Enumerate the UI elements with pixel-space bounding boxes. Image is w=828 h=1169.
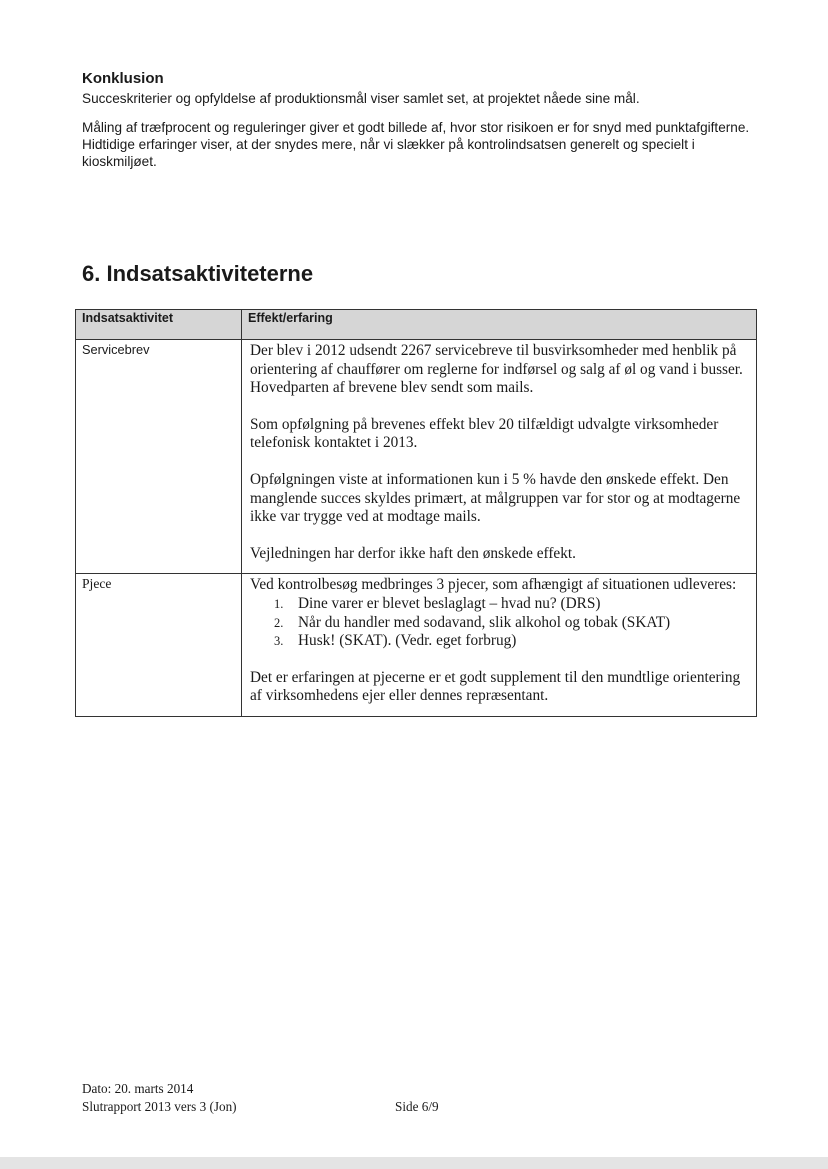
list-text: Når du handler med sodavand, slik alkohol og tobak (SKAT) — [298, 613, 671, 631]
konklusion-section — [82, 70, 762, 170]
effect-closing: Det er erfaringen at pjecerne er et godt supplement til den mundtlige orientering af virksomhedens ejer eller dennes repræsentant. — [250, 668, 741, 705]
activity-name: Pjece — [76, 574, 242, 717]
list-number: 1. — [274, 596, 284, 611]
footer-date: Dato: 20. marts 2014 — [82, 1081, 194, 1096]
konklusion-paragraph-1: Succeskriterier og opfyldelse af produktionsmål viser samlet set, at projektet nåede sine mål. — [82, 91, 640, 106]
list-text: Dine varer er blevet beslaglagt – hvad nu? (DRS) — [298, 594, 601, 612]
activity-effect — [242, 340, 757, 574]
page-bottom-edge — [0, 1157, 828, 1169]
list-item — [250, 614, 748, 633]
footer — [82, 1080, 237, 1116]
effect-paragraph: Som opfølgning på brevenes effekt blev 20 tilfældigt udvalgte virksomheder telefonisk kontaktet i 2013. — [250, 415, 719, 452]
list-item — [250, 595, 748, 614]
konklusion-heading: Konklusion — [82, 70, 164, 87]
table-row-pjece — [76, 574, 757, 717]
activities-table — [75, 309, 757, 717]
activity-effect — [242, 574, 757, 717]
list-number: 2. — [274, 615, 284, 630]
pjece-list — [250, 595, 748, 651]
effect-paragraph: Vejledningen har derfor ikke haft den ønskede effekt. — [250, 544, 576, 562]
konklusion-paragraph-2: Måling af træfprocent og reguleringer giver et godt billede af, hvor stor risikoen er for snyd med punktafgifterne. Hidtidige erfaringer viser, at der snydes mere, når vi slækker på kontrolindsatsen generelt og specielt i kioskmiljøet. — [82, 120, 750, 169]
effect-paragraph: Opfølgningen viste at informationen kun i 5 % havde den ønskede effekt. Den manglende succes skyldes primært, at målgruppen var for stor og at modtagerne ikke var trygge ved at modtage mails. — [250, 470, 741, 526]
section-title: 6. Indsatsaktiviteterne — [82, 261, 314, 286]
header-effect: Effekt/erfaring — [242, 310, 757, 340]
list-item — [250, 632, 748, 651]
footer-report: Slutrapport 2013 vers 3 (Jon) — [82, 1099, 237, 1114]
table-row-servicebrev — [76, 340, 757, 574]
table-header-row — [76, 310, 757, 340]
footer-page-number: Side 6/9 — [395, 1099, 439, 1114]
activity-name: Servicebrev — [76, 340, 242, 574]
effect-intro: Ved kontrolbesøg medbringes 3 pjecer, som afhængigt af situationen udleveres: — [250, 576, 737, 594]
list-text: Husk! (SKAT). (Vedr. eget forbrug) — [298, 632, 517, 650]
effect-paragraph: Der blev i 2012 udsendt 2267 servicebreve til busvirksomheder med henblik på orientering af chauffører om reglerne for indførsel og salg af øl og vand i busser. Hovedparten af brevene blev sendt som mails. — [250, 342, 743, 397]
header-activity: Indsatsaktivitet — [76, 310, 242, 340]
list-number: 3. — [274, 634, 284, 649]
